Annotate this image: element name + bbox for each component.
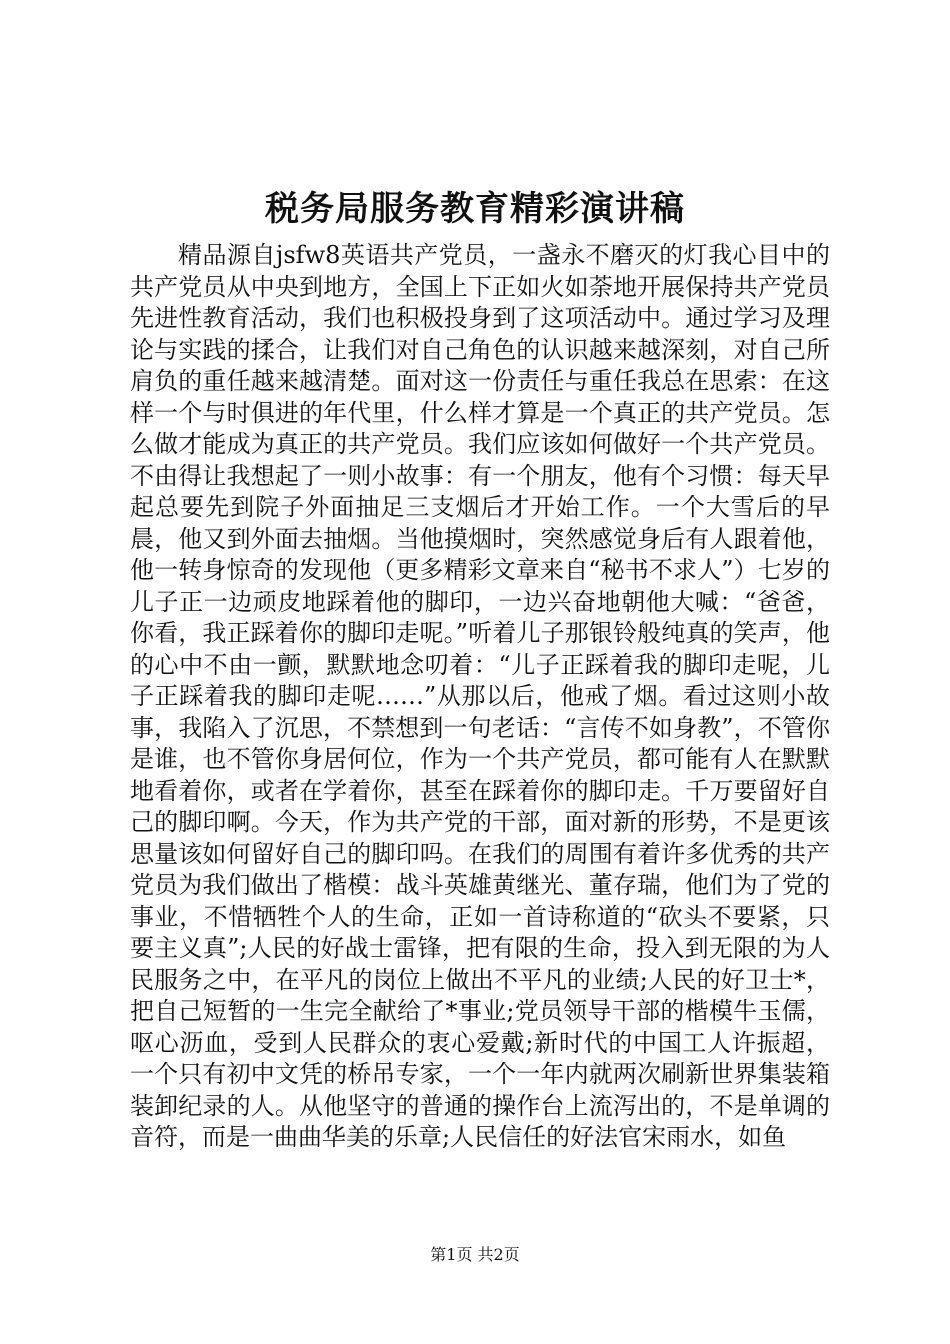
document-title: 税务局服务教育精彩演讲稿 (265, 189, 685, 229)
document-body: 精品源自jsfw8英语共产党员，一盏永不磨灭的灯我心目中的共产党员从中央到地方，全国上下正如火如荼地开展保持共产党员先进性教育活动，我们也积极投身到了这项活动中。通过学习及理论与实践的揉合，让我们对自己角色的认识越来越深刻，对自己所肩负的重任越来越清楚。面对这一份责任与重任我总在思索：在这样一个与时俱进的年代里，什么样才算是一个真正的共产党员。怎么做才能成为真正的共产党员。我们应该如何做好一个共产党员。不由得让我想起了一则小故事：有一个朋友，他有个习惯：每天早起总要先到院子外面抽足三支烟后才开始工作。一个大雪后的早晨，他又到外面去抽烟。当他摸烟时，突然感觉身后有人跟着他，他一转身惊奇的发现他（更多精彩文章来自“秘书不求人”）七岁的儿子正一边顽皮地踩着他的脚印，一边兴奋地朝他大喊：“爸爸，你看，我正踩着你的脚印走呢。”听着儿子那银铃般纯真的笑声，他的心中不由一颤，默默地念叨着：“儿子正踩着我的脚印走呢，儿子正踩着我的脚印走呢……”从那以后，他戒了烟。看过这则小故事，我陷入了沉思，不禁想到一句老话：“言传不如身教”，不管你是谁，也不管你身居何位，作为一个共产党员，都可能有人在默默地看着你，或者在学着你，甚至在踩着你的脚印走。千万要留好自己的脚印啊。今天，作为共产党的干部，面对新的形势，不是更该思量该如何留好自己的脚印吗。在我们的周围有着许多优秀的共产党员为我们做出了楷模：战斗英雄黄继光、董存瑞，他们为了党的事业，不惜牺牲个人的生命，正如一首诗称道的“砍头不要紧，只要主义真”;人民的好战士雷锋，把有限的生命，投入到无限的为人民服务之中，在平凡的岗位上做出不平凡的业绩;人民的好卫士*，把自己短暂的一生完全献给了*事业;党员领导干部的楷模牛玉儒，呕心沥血，受到人民群众的衷心爱戴;新时代的中国工人许振超，一个只有初中文凭的桥吊专家，一个一年内就两次刷新世界集装箱装卸纪录的人。从他坚守的普通的操作台上流泻出的，不是单调的音符，而是一曲曲华美的乐章;人民信任的好法官宋雨水，如鱼 (130, 241, 830, 1151)
page-footer: 第1页 共2页 (430, 1245, 520, 1264)
